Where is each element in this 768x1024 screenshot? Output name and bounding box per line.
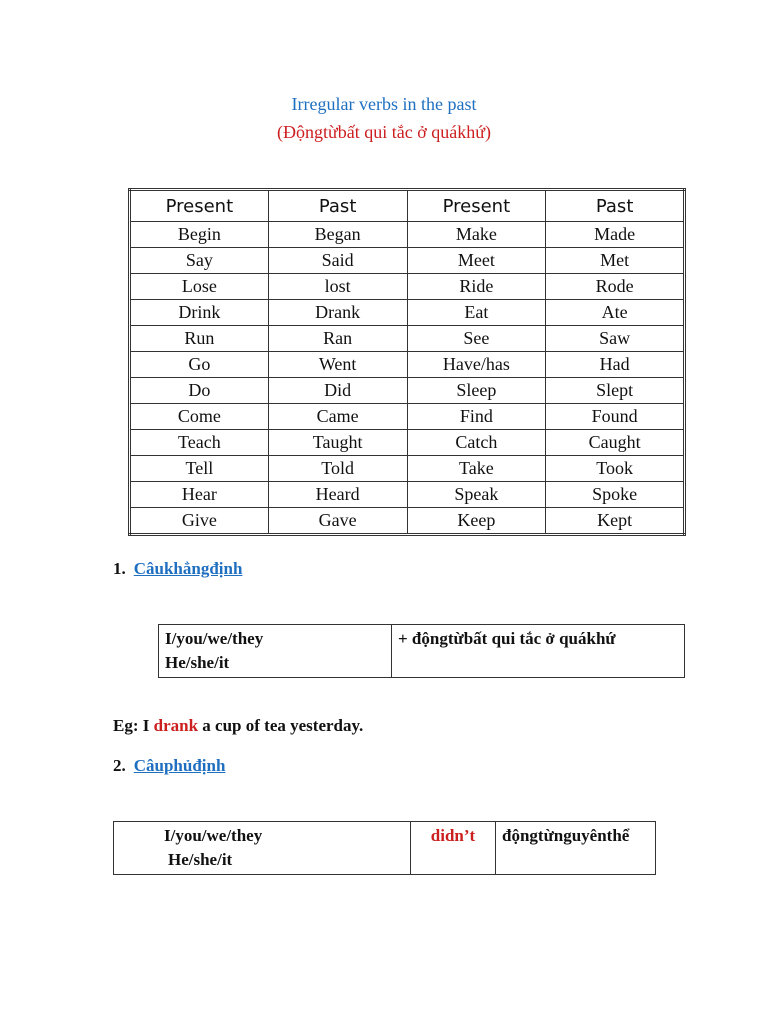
table-cell: Give xyxy=(130,508,269,535)
table-cell: Ran xyxy=(268,326,407,352)
table-cell: Drank xyxy=(268,300,407,326)
table-cell: Go xyxy=(130,352,269,378)
section-title-link[interactable]: Câuphủđịnh xyxy=(133,756,226,775)
irregular-verbs-table xyxy=(128,188,686,536)
table-cell: Catch xyxy=(407,430,546,456)
table-cell: Saw xyxy=(546,326,685,352)
table-cell: Begin xyxy=(130,222,269,248)
table-cell: See xyxy=(407,326,546,352)
table-cell: Began xyxy=(268,222,407,248)
table-cell: Sleep xyxy=(407,378,546,404)
example-highlight-verb: drank xyxy=(153,716,199,735)
title-english: Irregular verbs in the past xyxy=(291,94,477,114)
example-prefix: Eg: I xyxy=(113,716,154,735)
section-title-link[interactable]: Câukhẳngđịnh xyxy=(133,559,243,578)
table-cell: lost xyxy=(268,274,407,300)
table-row xyxy=(130,222,685,248)
table-cell: Caught xyxy=(546,430,685,456)
table-cell: Take xyxy=(407,456,546,482)
table-cell: Said xyxy=(268,248,407,274)
column-header: Present xyxy=(407,190,546,222)
table-row xyxy=(130,326,685,352)
table-cell: Spoke xyxy=(546,482,685,508)
table-cell: Tell xyxy=(130,456,269,482)
subjects-plural: I/you/we/they xyxy=(164,826,263,845)
affirmative-structure-table xyxy=(158,624,685,678)
table-cell: Lose xyxy=(130,274,269,300)
table-row xyxy=(130,274,685,300)
negative-structure-table xyxy=(113,821,656,875)
subjects-plural: I/you/we/they xyxy=(165,629,264,648)
column-header: Past xyxy=(546,190,685,222)
table-cell: Say xyxy=(130,248,269,274)
table-cell: Ate xyxy=(546,300,685,326)
table-cell: Keep xyxy=(407,508,546,535)
table-cell: Did xyxy=(268,378,407,404)
table-cell: Made xyxy=(546,222,685,248)
table-cell: Ride xyxy=(407,274,546,300)
table-cell: Speak xyxy=(407,482,546,508)
title-vietnamese: (Độngtừbất qui tắc ở quákhứ) xyxy=(277,122,491,142)
subjects-cell xyxy=(114,822,411,875)
table-cell: Gave xyxy=(268,508,407,535)
table-cell: Found xyxy=(546,404,685,430)
table-header-row xyxy=(130,190,685,222)
table-cell: Hear xyxy=(130,482,269,508)
table-cell: Had xyxy=(546,352,685,378)
table-row xyxy=(130,456,685,482)
column-header: Present xyxy=(130,190,269,222)
verb-rule-cell: + độngtừbất qui tắc ở quákhứ xyxy=(392,625,685,678)
table-cell: Find xyxy=(407,404,546,430)
subjects-singular: He/she/it xyxy=(165,653,230,672)
auxiliary-cell: didn’t xyxy=(411,822,496,875)
table-cell: Meet xyxy=(407,248,546,274)
column-header: Past xyxy=(268,190,407,222)
section-affirmative-heading xyxy=(113,559,242,579)
table-cell: Teach xyxy=(130,430,269,456)
table-row xyxy=(130,300,685,326)
table-row xyxy=(130,248,685,274)
table-row xyxy=(130,352,685,378)
table-cell: Come xyxy=(130,404,269,430)
table-cell: Rode xyxy=(546,274,685,300)
subjects-singular: He/she/it xyxy=(168,850,233,869)
table-cell: Run xyxy=(130,326,269,352)
example-suffix: a cup of tea yesterday. xyxy=(198,716,364,735)
table-cell: Slept xyxy=(546,378,685,404)
table-cell: Taught xyxy=(268,430,407,456)
table-row xyxy=(130,430,685,456)
table-cell: Went xyxy=(268,352,407,378)
table-cell: Drink xyxy=(130,300,269,326)
verb-rule-cell: độngtừnguyênthể xyxy=(496,822,656,875)
table-cell: Make xyxy=(407,222,546,248)
table-cell: Took xyxy=(546,456,685,482)
table-cell: Do xyxy=(130,378,269,404)
table-row xyxy=(130,482,685,508)
section-number: 1. xyxy=(113,559,126,578)
table-cell: Met xyxy=(546,248,685,274)
table-cell: Have/has xyxy=(407,352,546,378)
section-number: 2. xyxy=(113,756,126,775)
table-cell: Kept xyxy=(546,508,685,535)
table-cell: Told xyxy=(268,456,407,482)
table-cell: Heard xyxy=(268,482,407,508)
table-row xyxy=(130,404,685,430)
table-cell: Eat xyxy=(407,300,546,326)
section-negative-heading xyxy=(113,756,225,776)
table-cell: Came xyxy=(268,404,407,430)
table-row xyxy=(130,508,685,535)
subjects-cell xyxy=(159,625,392,678)
example-sentence xyxy=(113,716,363,736)
table-row xyxy=(130,378,685,404)
